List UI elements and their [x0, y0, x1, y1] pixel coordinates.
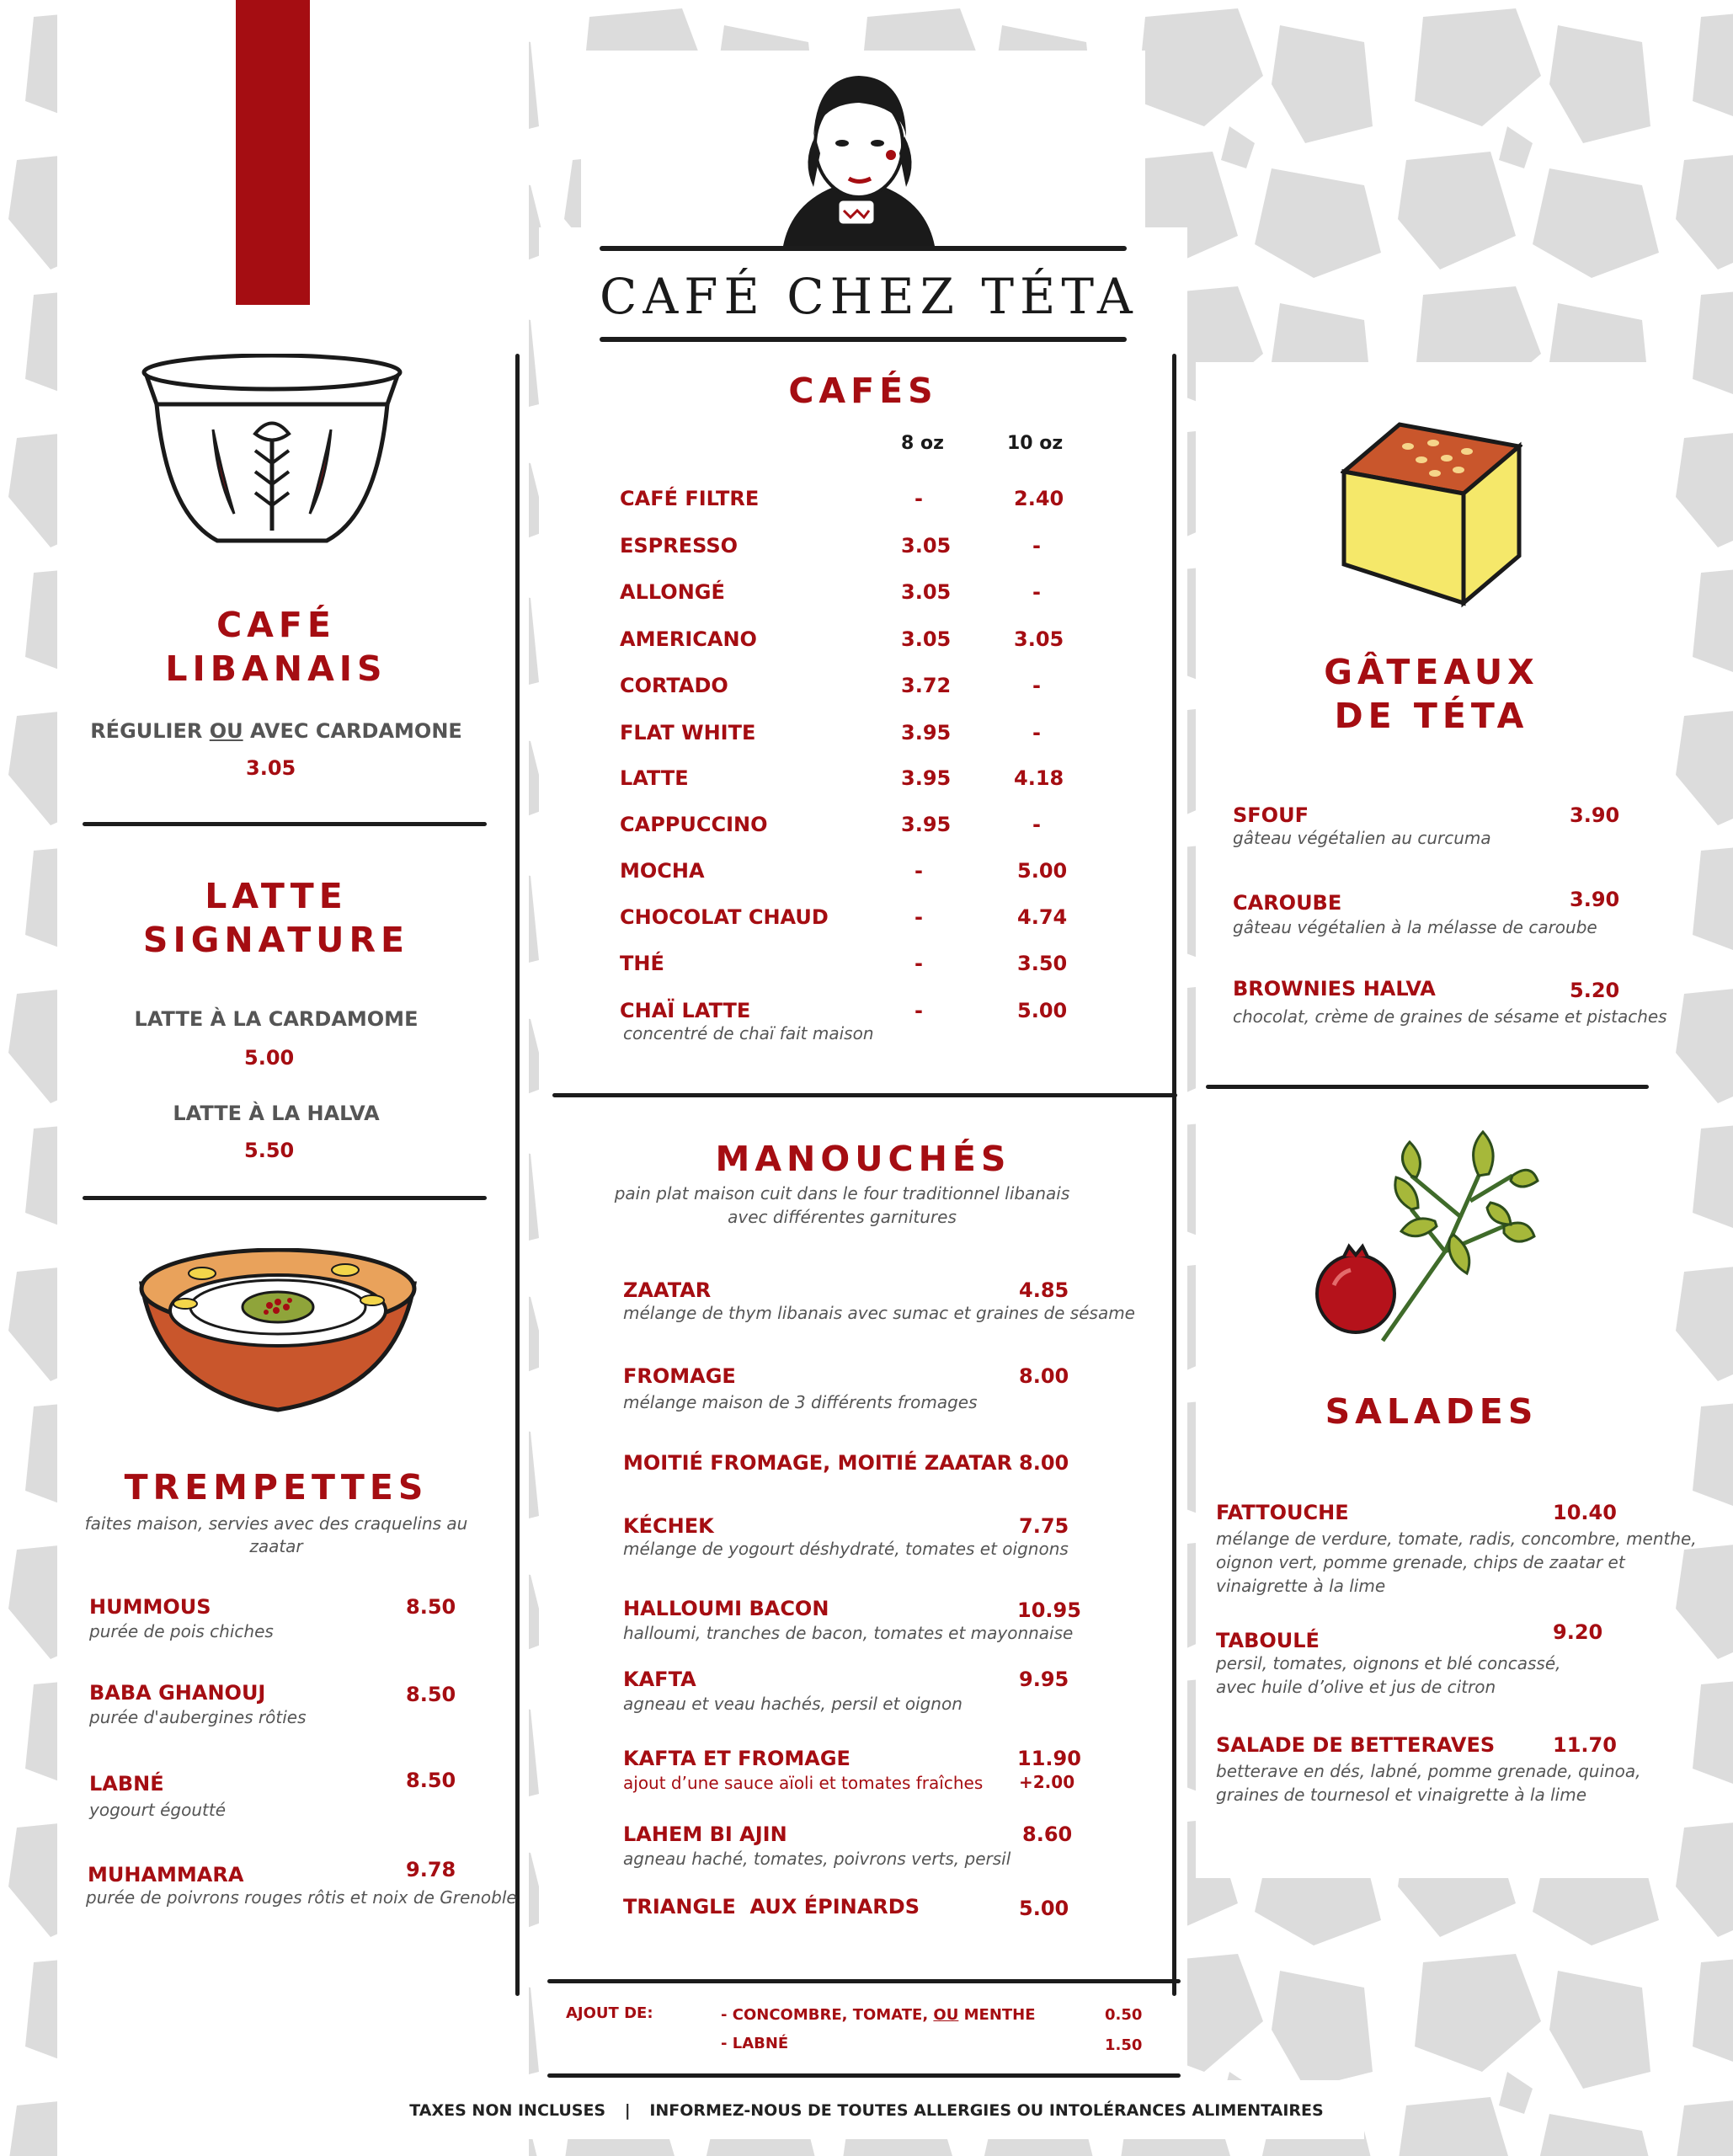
- header-rule-top: [600, 246, 1127, 251]
- trempette-item-1-desc: purée de pois chiches: [89, 1621, 274, 1641]
- cafe-libanais-options: RÉGULIER OU AVEC CARDAMONE: [90, 719, 462, 743]
- footer-separator: |: [624, 2101, 631, 2120]
- gateau-item-3-price: 5.20: [1570, 979, 1620, 1002]
- manouche-item-4-desc: mélange de yogourt déshydraté, tomates et oignons: [623, 1539, 1069, 1559]
- trempette-item-1-price: 8.50: [406, 1595, 456, 1619]
- hummus-bowl-icon: [135, 1248, 421, 1413]
- red-accent-bar: [236, 0, 310, 305]
- salade-item-2-name: TABOULÉ: [1216, 1629, 1320, 1652]
- trempette-item-3-desc: yogourt égoutté: [89, 1800, 227, 1820]
- trempette-item-1-name: HUMMOUS: [89, 1595, 211, 1619]
- cafe-item-4-name: AMERICANO: [620, 627, 757, 651]
- trempette-item-2-desc: purée d'aubergines rôties: [89, 1707, 307, 1727]
- manouche-item-7-desc: ajout d’une sauce aïoli et tomates fraîches: [623, 1773, 984, 1793]
- left-divider-1: [83, 822, 487, 826]
- salade-item-2-price: 9.20: [1553, 1620, 1603, 1644]
- manouche-item-4-price: 7.75: [1019, 1514, 1069, 1538]
- cafe-item-3-p10: -: [1032, 580, 1041, 604]
- manouches-subtitle-line1: pain plat maison cuit dans le four traditionnel libanais: [614, 1183, 1070, 1203]
- latte-signature-item-2-price: 5.50: [244, 1139, 295, 1162]
- cafe-item-4-p10: 3.05: [1014, 627, 1064, 651]
- manouche-item-8-desc: agneau haché, tomates, poivrons verts, persil: [623, 1849, 1011, 1869]
- salade-item-2-desc-2: avec huile d’olive et jus de citron: [1216, 1677, 1496, 1697]
- salade-item-3-desc-2: graines de tournesol et vinaigrette à la lime: [1216, 1785, 1587, 1805]
- manouche-item-3-price: 8.00: [1019, 1451, 1069, 1475]
- cafe-item-8-p8: 3.95: [901, 813, 952, 836]
- cafe-item-7-name: LATTE: [620, 766, 689, 790]
- trempettes-title: TREMPETTES: [124, 1467, 429, 1508]
- right-divider-1: [1206, 1085, 1649, 1089]
- cafe-item-12-name: CHAÏ LATTE: [620, 999, 751, 1022]
- latte-signature-item-2-name: LATTE À LA HALVA: [173, 1102, 380, 1125]
- left-panel: [57, 0, 529, 2156]
- gateau-item-3-name: BROWNIES HALVA: [1233, 977, 1436, 1001]
- center-border-left: [515, 354, 520, 1996]
- cafe-item-4-p8: 3.05: [901, 627, 952, 651]
- trempette-item-3-price: 8.50: [406, 1769, 456, 1792]
- manouche-item-1-name: ZAATAR: [623, 1278, 712, 1302]
- left-divider-2: [83, 1196, 487, 1200]
- footer-allergies: INFORMEZ-NOUS DE TOUTES ALLERGIES OU INTOLÉRANCES ALIMENTAIRES: [649, 2101, 1324, 2120]
- cafe-item-1-p10: 2.40: [1014, 487, 1064, 510]
- cafe-item-12-p10: 5.00: [1017, 999, 1068, 1022]
- cafe-item-1-p8: -: [914, 487, 923, 510]
- header-rule-bottom: [600, 337, 1127, 342]
- cafe-item-3-name: ALLONGÉ: [620, 580, 725, 604]
- cafe-item-7-p8: 3.95: [901, 766, 952, 790]
- manouche-item-9-price: 5.00: [1019, 1897, 1069, 1920]
- footer-note: [0, 2101, 1733, 2120]
- trempette-item-4-name: MUHAMMARA: [88, 1863, 244, 1886]
- latte-signature-item-1-price: 5.00: [244, 1046, 295, 1070]
- salade-item-1-price: 10.40: [1553, 1501, 1617, 1524]
- manouche-item-1-price: 4.85: [1019, 1278, 1069, 1302]
- center-divider-2: [547, 1979, 1181, 1983]
- manouches-title: MANOUCHÉS: [715, 1139, 1011, 1179]
- cafe-item-5-name: CORTADO: [620, 674, 728, 697]
- cafes-size-small: 8 oz: [901, 433, 944, 454]
- coffee-cup-icon: [133, 354, 411, 547]
- trempette-item-4-desc: purée de poivrons rouges rôtis et noix de Grenoble: [86, 1887, 517, 1908]
- ajout-item-1-name: - CONCOMBRE, TOMATE, OU MENTHE: [721, 2006, 1036, 2024]
- cafe-item-11-p10: 3.50: [1017, 952, 1068, 975]
- manouche-item-7-extra: +2.00: [1019, 1772, 1075, 1792]
- cafe-item-9-p10: 5.00: [1017, 859, 1068, 883]
- gateau-item-2-name: CAROUBE: [1233, 891, 1342, 915]
- trempettes-subtitle: faites maison, servies avec des craquelins au zaatar: [84, 1513, 468, 1556]
- manouche-item-2-price: 8.00: [1019, 1364, 1069, 1388]
- cafe-item-10-name: CHOCOLAT CHAUD: [620, 905, 829, 929]
- cafe-item-6-name: FLAT WHITE: [620, 721, 756, 744]
- footer-taxes: TAXES NON INCLUSES: [409, 2101, 606, 2120]
- manouche-item-2-desc: mélange maison de 3 différents fromages: [623, 1392, 978, 1412]
- salade-item-1-desc-2: oignon vert, pomme grenade, chips de zaatar et: [1216, 1552, 1625, 1572]
- cafes-size-large: 10 oz: [1007, 433, 1064, 454]
- manouche-item-6-desc: agneau et veau hachés, persil et oignon: [623, 1694, 962, 1714]
- latte-signature-title: LATTE SIGNATURE: [142, 876, 410, 960]
- manouche-item-4-name: KÉCHEK: [623, 1514, 714, 1538]
- salade-item-3-price: 11.70: [1553, 1733, 1617, 1757]
- manouche-item-5-name: HALLOUMI BACON: [623, 1597, 829, 1620]
- manouche-item-7-name: KAFTA ET FROMAGE: [623, 1747, 851, 1770]
- cafe-item-10-p10: 4.74: [1017, 905, 1068, 929]
- gateau-item-1-desc: gâteau végétalien au curcuma: [1233, 828, 1491, 848]
- salade-item-1-desc-1: mélange de verdure, tomate, radis, concombre, menthe,: [1216, 1529, 1697, 1549]
- manouche-item-2-name: FROMAGE: [623, 1364, 736, 1388]
- ajout-item-2-name: - LABNÉ: [721, 2035, 789, 2052]
- cafe-item-3-p8: 3.05: [901, 580, 952, 604]
- ajout-item-2-price: 1.50: [1105, 2036, 1143, 2054]
- sfouf-cake-icon: [1341, 421, 1522, 608]
- trempette-item-4-price: 9.78: [406, 1858, 456, 1881]
- cafe-item-7-p10: 4.18: [1014, 766, 1064, 790]
- trempette-item-3-name: LABNÉ: [89, 1772, 164, 1796]
- gateau-item-2-price: 3.90: [1570, 888, 1620, 911]
- center-divider-3: [547, 2073, 1181, 2078]
- cafe-item-10-p8: -: [914, 905, 923, 929]
- manouche-item-5-price: 10.95: [1017, 1598, 1081, 1622]
- cafe-item-12-desc: concentré de chaï fait maison: [623, 1023, 874, 1043]
- manouche-item-6-price: 9.95: [1019, 1668, 1069, 1691]
- salades-title: SALADES: [1325, 1391, 1538, 1432]
- cafe-item-12-p8: -: [914, 999, 923, 1022]
- manouche-item-3-name: MOITIÉ FROMAGE, MOITIÉ ZAATAR: [623, 1451, 1013, 1475]
- cafe-item-9-name: MOCHA: [620, 859, 705, 883]
- manouche-item-5-desc: halloumi, tranches de bacon, tomates et mayonnaise: [623, 1623, 1074, 1643]
- cafe-item-5-p8: 3.72: [901, 674, 952, 697]
- cafe-item-1-name: CAFÉ FILTRE: [620, 487, 760, 510]
- cafe-item-5-p10: -: [1032, 674, 1041, 697]
- manouche-item-9-name: TRIANGLE AUX ÉPINARDS: [623, 1895, 920, 1919]
- brand-name: CAFÉ CHEZ TÉTA: [600, 268, 1138, 325]
- salade-item-1-name: FATTOUCHE: [1216, 1501, 1349, 1524]
- salade-item-3-desc-1: betterave en dés, labné, pomme grenade, quinoa,: [1216, 1761, 1641, 1781]
- cafe-item-9-p8: -: [914, 859, 923, 883]
- manouche-item-6-name: KAFTA: [623, 1668, 696, 1691]
- cafe-libanais-price: 3.05: [246, 756, 296, 780]
- trempette-item-2-name: BABA GHANOUJ: [89, 1681, 266, 1705]
- cafe-item-11-name: THÉ: [620, 952, 664, 975]
- gateau-item-2-desc: gâteau végétalien à la mélasse de caroube: [1233, 917, 1597, 937]
- salade-item-3-name: SALADE DE BETTERAVES: [1216, 1733, 1496, 1757]
- manouches-subtitle-line2: avec différentes garnitures: [728, 1207, 957, 1227]
- ajout-item-1-price: 0.50: [1105, 2006, 1143, 2024]
- latte-signature-item-1-name: LATTE À LA CARDAMOME: [134, 1007, 419, 1031]
- cafes-title: CAFÉS: [788, 371, 938, 411]
- manouche-item-8-name: LAHEM BI AJIN: [623, 1822, 787, 1846]
- cafe-item-2-name: ESPRESSO: [620, 534, 739, 558]
- cafe-item-2-p8: 3.05: [901, 534, 952, 558]
- ajout-label: AJOUT DE:: [566, 2004, 653, 2022]
- gateau-item-1-price: 3.90: [1570, 803, 1620, 827]
- manouche-item-8-price: 8.60: [1022, 1822, 1073, 1846]
- parsley-pomegranate-icon: [1310, 1125, 1541, 1348]
- trempette-item-2-price: 8.50: [406, 1683, 456, 1706]
- salade-item-1-desc-3: vinaigrette à la lime: [1216, 1576, 1386, 1596]
- cafe-item-11-p8: -: [914, 952, 923, 975]
- gateaux-title: GÂTEAUX DE TÉTA: [1324, 652, 1539, 736]
- gateau-item-1-name: SFOUF: [1233, 803, 1309, 827]
- cafe-item-2-p10: -: [1032, 534, 1041, 558]
- cafe-item-6-p8: 3.95: [901, 721, 952, 744]
- cafe-item-8-name: CAPPUCCINO: [620, 813, 768, 836]
- teta-portrait-icon: [733, 61, 985, 248]
- cafe-item-8-p10: -: [1032, 813, 1041, 836]
- cafe-item-6-p10: -: [1032, 721, 1041, 744]
- salade-item-2-desc-1: persil, tomates, oignons et blé concassé,: [1216, 1653, 1561, 1673]
- center-divider-1: [552, 1093, 1177, 1097]
- cafe-libanais-title: CAFÉ LIBANAIS: [165, 605, 387, 689]
- manouche-item-1-desc: mélange de thym libanais avec sumac et graines de sésame: [623, 1303, 1135, 1323]
- gateau-item-3-desc: chocolat, crème de graines de sésame et pistaches: [1233, 1006, 1667, 1027]
- manouche-item-7-price: 11.90: [1017, 1747, 1081, 1770]
